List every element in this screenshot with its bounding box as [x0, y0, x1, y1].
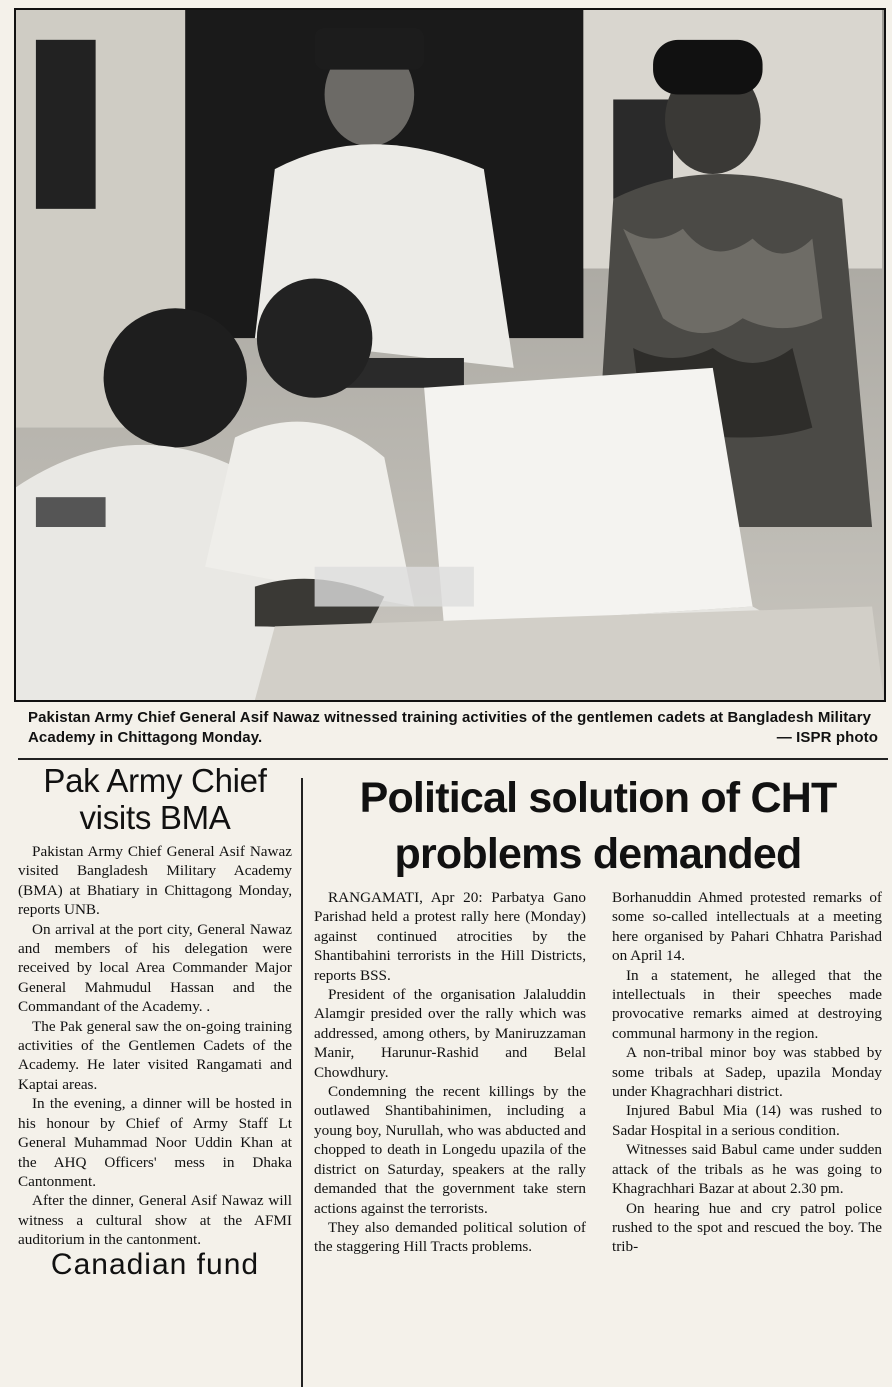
story-column-1 [314, 888, 586, 1257]
paragraph: After the dinner, General Asif Nawaz will witness a cultural show at the AFMI auditorium in the cantonment. [18, 1192, 292, 1249]
story-headline: Political solution of CHT problems demanded [359, 774, 837, 878]
paragraph: Borhanuddin Ahmed protested remarks of some so-called intellectuals at a meeting here organised by Pahari Chhatra Parishad on April 14. [612, 889, 882, 965]
photo-credit: — ISPR photo [776, 729, 878, 746]
photo-image [16, 10, 884, 700]
paragraph: President of the organisation Jalaluddin Alamgir presided over the rally which was addressed, among others, by Maniruzzaman Manir, Harunur-Rashid and Belal Chowdhury. [314, 986, 586, 1081]
paragraph: In a statement, he alleged that the intellectuals in their speeches made provocative remarks aimed at destroying communal harmony in the region. [612, 966, 882, 1042]
story-headline: Pak Army Chief visits BMA [43, 762, 267, 836]
paragraph: On hearing hue and cry patrol police rushed to the spot and rescued the boy. The trib- [612, 1199, 882, 1256]
next-story-headline-cut: Canadian fund [50, 1247, 260, 1281]
caption-text: Pakistan Army Chief General Asif Nawaz witnessed training activities of the gentlemen cadets at Bangladesh Military Academy in Chittagong Monday. [28, 709, 872, 746]
paragraph: Condemning the recent killings by the outlawed Shantibahinimen, including a young boy, Nurullah, who was abducted and chopped to death in Longedu upazila of the district on Saturday, speakers at the rally demanded that the government take stern actions against the terrorists. [314, 1083, 586, 1217]
paragraph: Injured Babul Mia (14) was rushed to Sadar Hospital in a serious condition. [612, 1102, 882, 1139]
story-pak-army-chief [18, 762, 292, 1281]
paragraph: Witnesses said Babul came under sudden attack of the tribals as he was going to Khagrachhari Bazar at about 2.30 pm. [612, 1141, 882, 1198]
paragraph: On arrival at the port city, General Nawaz and members of his delegation were received by local Area Commander Major General Mahmudul Hassan and the Commandant of the Academy. . [18, 920, 292, 1016]
story-body [18, 842, 292, 1250]
story-cht [312, 762, 884, 882]
news-photo [14, 8, 886, 702]
paragraph: Pakistan Army Chief General Asif Nawaz visited Bangladesh Military Academy (BMA) at Bhatiary in Chittagong Monday, reports UNB. [18, 843, 292, 919]
paragraph: A non-tribal minor boy was stabbed by some tribals at Sadep, upazila Monday under Khagrachhari district. [612, 1044, 882, 1101]
story-column-2 [612, 888, 882, 1257]
photo-caption [28, 708, 884, 748]
column-rule [301, 778, 303, 1387]
paragraph: The Pak general saw the on-going training activities of the Gentlemen Cadets of the Academy. He later visited Rangamati and Kaptai areas. [18, 1017, 292, 1093]
paragraph: RANGAMATI, Apr 20: Parbatya Gano Parishad held a protest rally here (Monday) against continued atrocities by the Shantibahini terrorists in the Hill Districts, reports BSS. [314, 889, 586, 984]
paragraph: In the evening, a dinner will be hosted in his honour by Chief of Army Staff Lt General Muhammad Noor Uddin Khan at the AHQ Officers' mess in Dhaka Cantonment. [18, 1095, 292, 1190]
paragraph: They also demanded political solution of the staggering Hill Tracts problems. [314, 1218, 586, 1256]
horizontal-rule [18, 758, 888, 760]
